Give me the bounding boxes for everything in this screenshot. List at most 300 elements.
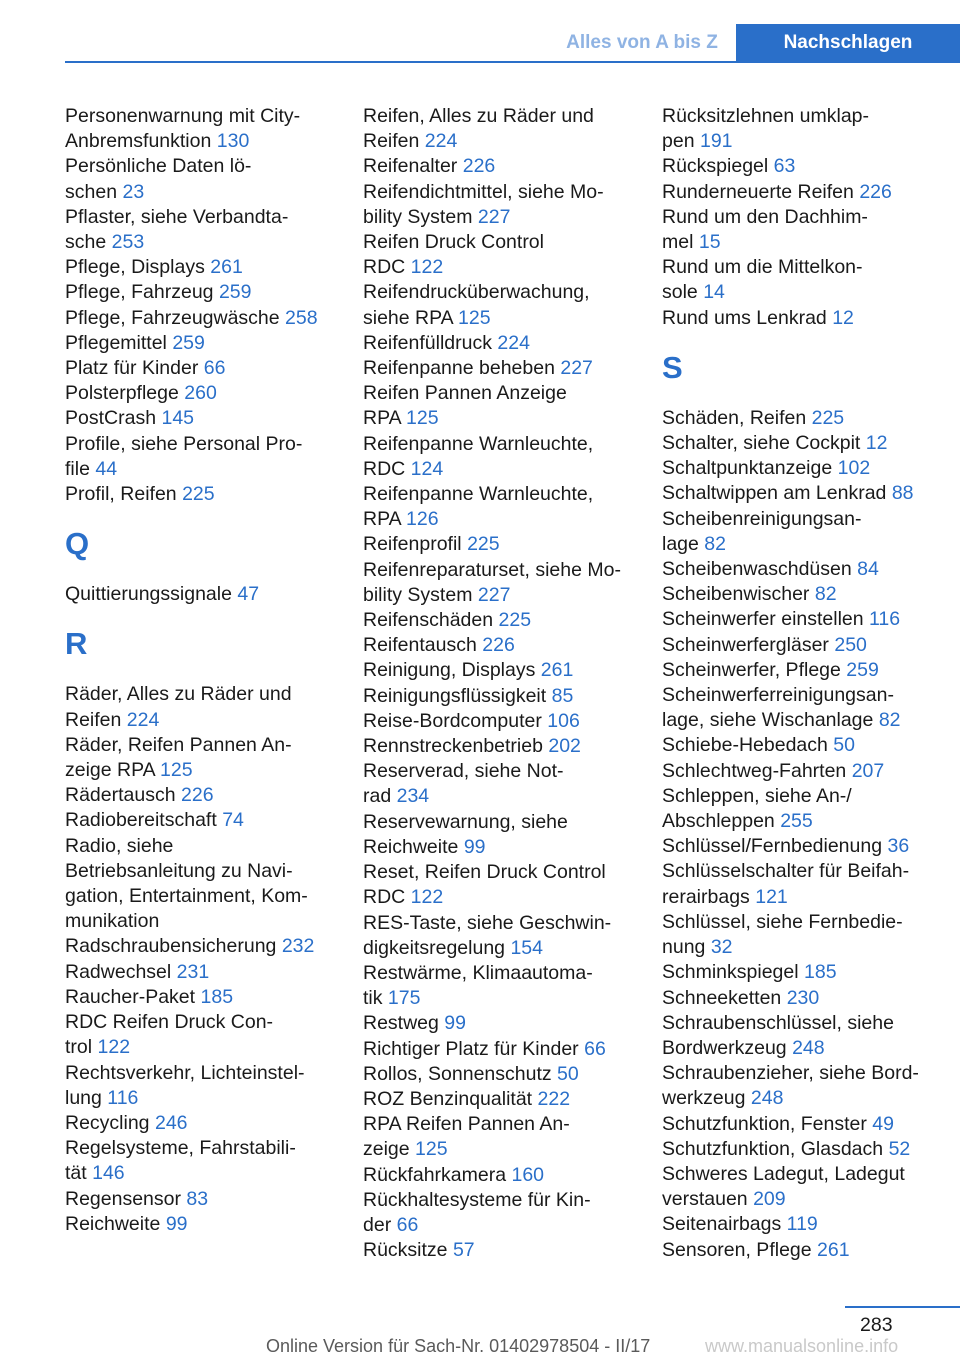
- index-entry-text: [662, 784, 960, 809]
- index-entry-text: [363, 205, 663, 230]
- page-reference-link[interactable]: 145: [161, 407, 195, 430]
- page-reference-link[interactable]: 99: [165, 1212, 188, 1235]
- index-entry: [65, 985, 365, 1010]
- page-reference-link[interactable]: 122: [410, 886, 444, 909]
- index-entry-term: pen: [662, 130, 695, 153]
- index-entry-text: [662, 1061, 960, 1086]
- index-entry-term: Radwechsel: [65, 960, 172, 983]
- page-reference-link[interactable]: 250: [834, 633, 867, 656]
- index-entry: [363, 633, 663, 658]
- index-entry: [662, 1238, 960, 1263]
- index-entry-text: [65, 808, 365, 833]
- page-reference-link[interactable]: 225: [182, 483, 215, 506]
- index-entry-text: [662, 658, 960, 683]
- index-entry: [65, 331, 365, 356]
- index-entry-term: RPA Reifen Pannen An-: [363, 1113, 570, 1136]
- index-entry-text: [662, 532, 960, 557]
- index-entry: [65, 1187, 365, 1212]
- index-entry-term: Reserverad, siehe Not-: [363, 760, 564, 783]
- page-reference-link[interactable]: 102: [837, 457, 871, 480]
- index-entry-term: sche: [65, 231, 107, 254]
- page-reference-link[interactable]: 57: [452, 1239, 475, 1262]
- index-entry-text: [65, 884, 365, 909]
- page-reference-link[interactable]: 15: [698, 231, 721, 254]
- index-entry-text: [363, 457, 663, 482]
- page-reference-link[interactable]: 185: [804, 961, 837, 984]
- index-entry-term: mel: [662, 231, 694, 254]
- index-entry-term: Reset, Reifen Druck Control: [363, 861, 606, 884]
- index-entry-term: Pflaster, siehe Verbandta-: [65, 205, 289, 228]
- index-entry-text: [65, 960, 365, 985]
- index-entry-text: [65, 1161, 365, 1186]
- index-entry-term: Scheinwerfer, Pflege: [662, 658, 841, 681]
- page-reference-link[interactable]: 99: [463, 835, 486, 858]
- index-entry: [662, 431, 960, 456]
- index-entry-text: [65, 708, 365, 733]
- index-entry-term: Pflege, Fahrzeugwäsche: [65, 306, 280, 329]
- index-entry-term: digkeitsregelung: [363, 936, 506, 959]
- page-reference-link[interactable]: 50: [833, 734, 855, 757]
- index-entry-term: Bordwerkzeug: [662, 1036, 787, 1059]
- page-reference-link[interactable]: 226: [482, 634, 515, 657]
- page-reference-link[interactable]: 23: [122, 180, 145, 203]
- page-reference-link[interactable]: 185: [200, 985, 234, 1008]
- index-entry-term: verstauen: [662, 1188, 748, 1211]
- index-entry-text: [662, 759, 960, 784]
- index-entry-term: Reichweite: [363, 835, 459, 858]
- index-entry-text: [662, 935, 960, 960]
- index-entry: [363, 104, 663, 154]
- index-entry-text: [65, 230, 365, 255]
- index-entry-term: Runderneuerte Reifen: [662, 180, 854, 203]
- index-entry: [662, 406, 960, 431]
- page-reference-link[interactable]: 52: [888, 1137, 911, 1160]
- index-entry-term: Reichweite: [65, 1212, 161, 1235]
- index-entry-text: [65, 1061, 365, 1086]
- index-entry: [662, 1011, 960, 1061]
- index-entry-term: Raucher-Paket: [65, 985, 196, 1008]
- index-entry: [662, 759, 960, 784]
- index-entry-text: [363, 558, 663, 583]
- index-entry-text: [662, 205, 960, 230]
- section-tab[interactable]: Alles von A bis Z: [566, 32, 718, 53]
- index-entry-term: Rund ums Lenkrad: [662, 306, 827, 329]
- index-entry-text: [662, 456, 960, 481]
- index-entry-term: Seitenairbags: [662, 1213, 782, 1236]
- index-entry-text: [65, 255, 365, 280]
- index-entry-text: [363, 280, 663, 305]
- index-entry-term: RDC: [363, 256, 406, 279]
- index-entry: [662, 255, 960, 305]
- index-entry-term: Regelsysteme, Fahrstabili-: [65, 1137, 296, 1160]
- index-section-letter: S: [662, 349, 683, 385]
- index-entry-term: tik: [363, 987, 383, 1010]
- index-entry-term: RES-Taste, siehe Geschwin-: [363, 911, 612, 934]
- page-reference-link[interactable]: 130: [216, 130, 250, 153]
- page-reference-link[interactable]: 259: [846, 658, 879, 681]
- page-reference-link[interactable]: 225: [498, 609, 532, 632]
- page-reference-link[interactable]: 154: [510, 936, 543, 959]
- index-entry: [363, 1037, 663, 1062]
- index-entry-text: [65, 1136, 365, 1161]
- index-entry-text: [65, 331, 365, 356]
- page-reference-link[interactable]: 253: [111, 231, 145, 254]
- index-entry-text: [363, 331, 663, 356]
- index-entry-text: [662, 683, 960, 708]
- index-entry: [363, 860, 663, 910]
- index-entry-term: Scheibenreinigungsan-: [662, 507, 862, 530]
- index-entry: [662, 960, 960, 985]
- page-reference-link[interactable]: 12: [832, 306, 854, 329]
- page-reference-link[interactable]: 66: [396, 1213, 419, 1236]
- index-entry-term: Schraubenzieher, siehe Bord-: [662, 1062, 919, 1085]
- page-reference-link[interactable]: 74: [222, 809, 244, 832]
- page-reference-link[interactable]: 260: [184, 382, 217, 405]
- index-entry-term: Reifen: [363, 130, 420, 153]
- index-entry-term: Schäden, Reifen: [662, 406, 807, 429]
- index-entry-term: schen: [65, 180, 118, 203]
- page-reference-link[interactable]: 122: [97, 1036, 131, 1059]
- index-entry-term: Pflege, Displays: [65, 256, 205, 279]
- index-entry-term: RPA: [363, 508, 401, 531]
- index-entry-term: sole: [662, 281, 698, 304]
- index-entry-text: [363, 684, 663, 709]
- index-entry-text: [662, 986, 960, 1011]
- page-reference-link[interactable]: 231: [176, 960, 210, 983]
- index-entry: [363, 961, 663, 1011]
- page-reference-link[interactable]: 225: [467, 533, 500, 556]
- index-entry-text: [662, 306, 960, 331]
- index-entry-term: Reifenfülldruck: [363, 331, 492, 354]
- index-entry-term: Scheinwerfergläser: [662, 633, 829, 656]
- index-entry: [363, 709, 663, 734]
- index-entry-term: rerairbags: [662, 885, 750, 908]
- page-reference-link[interactable]: 261: [210, 256, 243, 279]
- index-entry-text: [65, 1086, 365, 1111]
- page-reference-link[interactable]: 44: [95, 457, 118, 480]
- page-reference-link[interactable]: 226: [462, 155, 496, 178]
- index-entry-text: [363, 306, 663, 331]
- index-entry-term: Scheinwerfer einstellen: [662, 608, 864, 631]
- page-reference-link[interactable]: 209: [753, 1188, 786, 1211]
- index-entry-term: zeige RPA: [65, 759, 155, 782]
- index-entry: [363, 810, 663, 860]
- index-entry-text: [65, 1035, 365, 1060]
- index-entry-text: [662, 129, 960, 154]
- page-reference-link[interactable]: 191: [699, 130, 733, 153]
- page-reference-link[interactable]: 261: [817, 1238, 850, 1261]
- page-reference-link[interactable]: 202: [548, 735, 581, 758]
- page-reference-link[interactable]: 82: [814, 583, 837, 606]
- index-entry-text: [65, 406, 365, 431]
- page-reference-link[interactable]: 207: [851, 759, 885, 782]
- page-reference-link[interactable]: 246: [154, 1111, 188, 1134]
- index-entry-term: Abschleppen: [662, 810, 775, 833]
- page-reference-link[interactable]: 125: [160, 759, 193, 782]
- page-reference-link[interactable]: 126: [406, 508, 439, 531]
- index-entry-text: [65, 733, 365, 758]
- index-entry: [662, 154, 960, 179]
- index-entry-term: RDC: [363, 886, 406, 909]
- index-entry: [65, 934, 365, 959]
- page-reference-link[interactable]: 224: [497, 331, 530, 354]
- index-entry: [363, 532, 663, 557]
- index-entry-text: [363, 255, 663, 280]
- index-entry-term: Schneeketten: [662, 986, 782, 1009]
- index-entry-term: Platz für Kinder: [65, 357, 199, 380]
- page-reference-link[interactable]: 12: [865, 432, 888, 455]
- index-entry-term: Reifenpanne Warnleuchte,: [363, 432, 594, 455]
- index-entry: [363, 381, 663, 431]
- index-entry-text: [662, 859, 960, 884]
- online-version-note: Online Version für Sach-Nr. 01402978504 - II/17: [266, 1336, 651, 1356]
- index-entry: [65, 482, 365, 507]
- index-entry-text: [363, 1163, 663, 1188]
- page-reference-link[interactable]: 232: [281, 935, 315, 958]
- index-entry-text: [363, 810, 663, 835]
- page-reference-link[interactable]: 82: [704, 532, 726, 555]
- index-entry-term: Reifenprofil: [363, 533, 462, 556]
- page-reference-link[interactable]: 99: [444, 1012, 466, 1035]
- page-reference-link[interactable]: 47: [237, 583, 260, 606]
- page-reference-link[interactable]: 88: [891, 482, 914, 505]
- page-reference-link[interactable]: 32: [710, 936, 733, 959]
- index-entry-text: [363, 633, 663, 658]
- page-reference-link[interactable]: 66: [584, 1037, 606, 1060]
- index-entry: [363, 154, 663, 179]
- page-reference-link[interactable]: 227: [560, 357, 593, 380]
- index-entry-term: Schlüsselschalter für Beifah-: [662, 860, 910, 883]
- page-reference-link[interactable]: 146: [92, 1162, 125, 1185]
- index-entry: [363, 1238, 663, 1263]
- index-entry: [65, 733, 365, 783]
- index-entry: [662, 205, 960, 255]
- index-entry-text: [662, 1036, 960, 1061]
- page-reference-link[interactable]: 124: [410, 457, 444, 480]
- index-entry-term: Persönliche Daten lö-: [65, 155, 252, 178]
- index-entry: [65, 783, 365, 808]
- index-column-1: [65, 104, 365, 1237]
- index-entry-text: [363, 734, 663, 759]
- index-entry-term: Rädertausch: [65, 784, 176, 807]
- page-reference-link[interactable]: 125: [406, 407, 439, 430]
- index-entry-text: [662, 280, 960, 305]
- index-entry-text: [363, 986, 663, 1011]
- index-entry-text: [363, 1037, 663, 1062]
- page-reference-link[interactable]: 49: [872, 1112, 894, 1135]
- index-entry-term: file: [65, 457, 90, 480]
- index-entry: [363, 658, 663, 683]
- index-entry-text: [363, 104, 663, 129]
- page-reference-link[interactable]: 227: [477, 205, 511, 228]
- page-reference-link[interactable]: 175: [387, 987, 421, 1010]
- page-reference-link[interactable]: 226: [181, 784, 214, 807]
- index-entry-term: Reifen Pannen Anzeige: [363, 382, 567, 405]
- index-entry: [65, 834, 365, 935]
- index-entry-term: Scheibenwaschdüsen: [662, 558, 852, 581]
- index-entry-term: Anbremsfunktion: [65, 130, 212, 153]
- index-entry: [65, 960, 365, 985]
- index-entry: [65, 1010, 365, 1060]
- index-entry-text: [65, 154, 365, 179]
- page-reference-link[interactable]: 50: [557, 1062, 579, 1085]
- page-reference-link[interactable]: 84: [857, 558, 879, 581]
- index-entry: [662, 910, 960, 960]
- index-entry-text: [662, 104, 960, 129]
- index-entry-text: [363, 432, 663, 457]
- index-entry-text: [65, 457, 365, 482]
- index-entry-text: [65, 859, 365, 884]
- index-entry: [662, 1137, 960, 1162]
- page-reference-link[interactable]: 106: [547, 709, 580, 732]
- index-entry-text: [363, 532, 663, 557]
- page-reference-link[interactable]: 116: [869, 608, 901, 631]
- index-entry-term: Reifenreparaturset, siehe Mo-: [363, 558, 621, 581]
- index-entry-text: [363, 1112, 663, 1137]
- index-entry-text: [363, 1011, 663, 1036]
- index-entry-term: Schalter, siehe Cockpit: [662, 432, 861, 455]
- index-entry: [662, 582, 960, 607]
- index-entry-term: Profil, Reifen: [65, 483, 177, 506]
- page-reference-link[interactable]: 248: [750, 1087, 784, 1110]
- index-entry-term: Schweres Ladegut, Ladegut: [662, 1162, 905, 1185]
- page-reference-link[interactable]: 224: [126, 708, 160, 731]
- index-entry-term: Rückhaltesysteme für Kin-: [363, 1188, 591, 1211]
- index-entry-term: Schaltpunktanzeige: [662, 457, 833, 480]
- index-entry-term: lung: [65, 1086, 102, 1109]
- index-entry-text: [662, 809, 960, 834]
- page-reference-link[interactable]: 248: [792, 1036, 825, 1059]
- page-reference-link[interactable]: 121: [755, 885, 788, 908]
- index-entry-term: der: [363, 1213, 392, 1236]
- index-entry-text: [662, 633, 960, 658]
- page-reference-link[interactable]: 125: [415, 1138, 448, 1161]
- index-entry-term: Sensoren, Pflege: [662, 1238, 812, 1261]
- index-entry-term: Reifentausch: [363, 634, 477, 657]
- page-reference-link[interactable]: 224: [424, 130, 458, 153]
- index-entry: [65, 306, 365, 331]
- page-reference-link[interactable]: 258: [285, 306, 318, 329]
- page-reference-link[interactable]: 160: [511, 1163, 545, 1186]
- index-entry-term: Schlüssel, siehe Fernbedie-: [662, 910, 903, 933]
- index-entry: [65, 255, 365, 280]
- index-entry: [65, 205, 365, 255]
- index-entry-text: [363, 1087, 663, 1112]
- page-reference-link[interactable]: 259: [172, 331, 205, 354]
- page-reference-link[interactable]: 125: [458, 306, 491, 329]
- page-reference-link[interactable]: 222: [537, 1087, 571, 1110]
- page-reference-link[interactable]: 227: [477, 583, 511, 606]
- index-entry: [363, 684, 663, 709]
- index-entry-term: Radschraubensicherung: [65, 935, 277, 958]
- index-entry-text: [363, 154, 663, 179]
- index-entry-text: [363, 608, 663, 633]
- index-entry-text: [65, 985, 365, 1010]
- index-entry-term: Regensensor: [65, 1187, 181, 1210]
- index-entry-text: [363, 1062, 663, 1087]
- watermark-text: www.manualsonline.info: [705, 1336, 899, 1356]
- index-entry-term: Reifen: [65, 708, 122, 731]
- index-entry-text: [363, 658, 663, 683]
- index-entry-term: Rund um den Dachhim-: [662, 205, 868, 228]
- page-reference-link[interactable]: 119: [786, 1213, 818, 1236]
- index-entry-term: Polsterpflege: [65, 382, 179, 405]
- index-entry-text: [65, 934, 365, 959]
- index-entry-term: RDC: [363, 457, 406, 480]
- index-entry-text: [363, 180, 663, 205]
- page-reference-link[interactable]: 226: [859, 180, 892, 203]
- page-reference-link[interactable]: 63: [773, 155, 796, 178]
- index-entry-text: [65, 1212, 365, 1237]
- index-entry-term: Personenwarnung mit City-: [65, 105, 301, 127]
- index-entry: [363, 482, 663, 532]
- index-entry-text: [65, 205, 365, 230]
- index-entry-text: [65, 834, 365, 859]
- index-entry-term: nung: [662, 936, 706, 959]
- index-entry-text: [662, 431, 960, 456]
- index-entry: [65, 1061, 365, 1111]
- page-reference-link[interactable]: 230: [786, 986, 820, 1009]
- index-entry-text: [363, 961, 663, 986]
- page-reference-link[interactable]: 225: [811, 406, 845, 429]
- index-entry-term: rad: [363, 785, 392, 808]
- index-entry-term: Schlechtweg-Fahrten: [662, 759, 847, 782]
- index-entry: [363, 759, 663, 809]
- index-entry-term: Reise-Bordcomputer: [363, 709, 542, 732]
- index-entry-text: [662, 885, 960, 910]
- index-entry: [363, 1062, 663, 1087]
- page-reference-link[interactable]: 83: [186, 1187, 209, 1210]
- page-reference-link[interactable]: 261: [540, 659, 574, 682]
- index-entry: [363, 432, 663, 482]
- index-entry-text: [662, 733, 960, 758]
- index-entry: [363, 230, 663, 280]
- index-entry: [65, 1212, 365, 1237]
- page-reference-link[interactable]: 234: [396, 785, 430, 808]
- index-entry-text: [662, 1212, 960, 1237]
- index-entry-term: Richtiger Platz für Kinder: [363, 1037, 579, 1060]
- page-reference-link[interactable]: 116: [107, 1086, 139, 1109]
- page-reference-link[interactable]: 259: [218, 281, 252, 304]
- page-reference-link[interactable]: 122: [410, 256, 444, 279]
- index-entry-term: Reifen Druck Control: [363, 231, 544, 254]
- index-entry-term: ROZ Benzinqualität: [363, 1087, 533, 1110]
- index-entry-text: [363, 709, 663, 734]
- index-column-3: [662, 104, 960, 1263]
- index-entry: [662, 733, 960, 758]
- index-entry-term: RDC Reifen Druck Con-: [65, 1011, 274, 1034]
- index-entry: [65, 682, 365, 732]
- index-entry-text: [65, 280, 365, 305]
- index-entry-term: Restwärme, Klimaautoma-: [363, 961, 593, 984]
- index-entry-text: [363, 1238, 663, 1263]
- page-reference-link[interactable]: 66: [203, 357, 226, 380]
- index-entry-text: [662, 607, 960, 632]
- index-entry-text: [65, 356, 365, 381]
- page-reference-link[interactable]: 36: [887, 835, 910, 858]
- page-reference-link[interactable]: 14: [703, 281, 725, 304]
- page-reference-link[interactable]: 82: [878, 709, 901, 732]
- index-entry-term: Profile, siehe Personal Pro-: [65, 432, 303, 455]
- index-entry-text: [363, 835, 663, 860]
- page-reference-link[interactable]: 85: [551, 684, 574, 707]
- index-entry-term: Quittierungssignale: [65, 583, 232, 606]
- chapter-tab[interactable]: Nachschlagen: [736, 24, 960, 62]
- index-entry-text: [662, 910, 960, 935]
- index-entry-text: [363, 482, 663, 507]
- page-reference-link[interactable]: 255: [780, 810, 813, 833]
- index-entry-term: Pflegemittel: [65, 331, 167, 354]
